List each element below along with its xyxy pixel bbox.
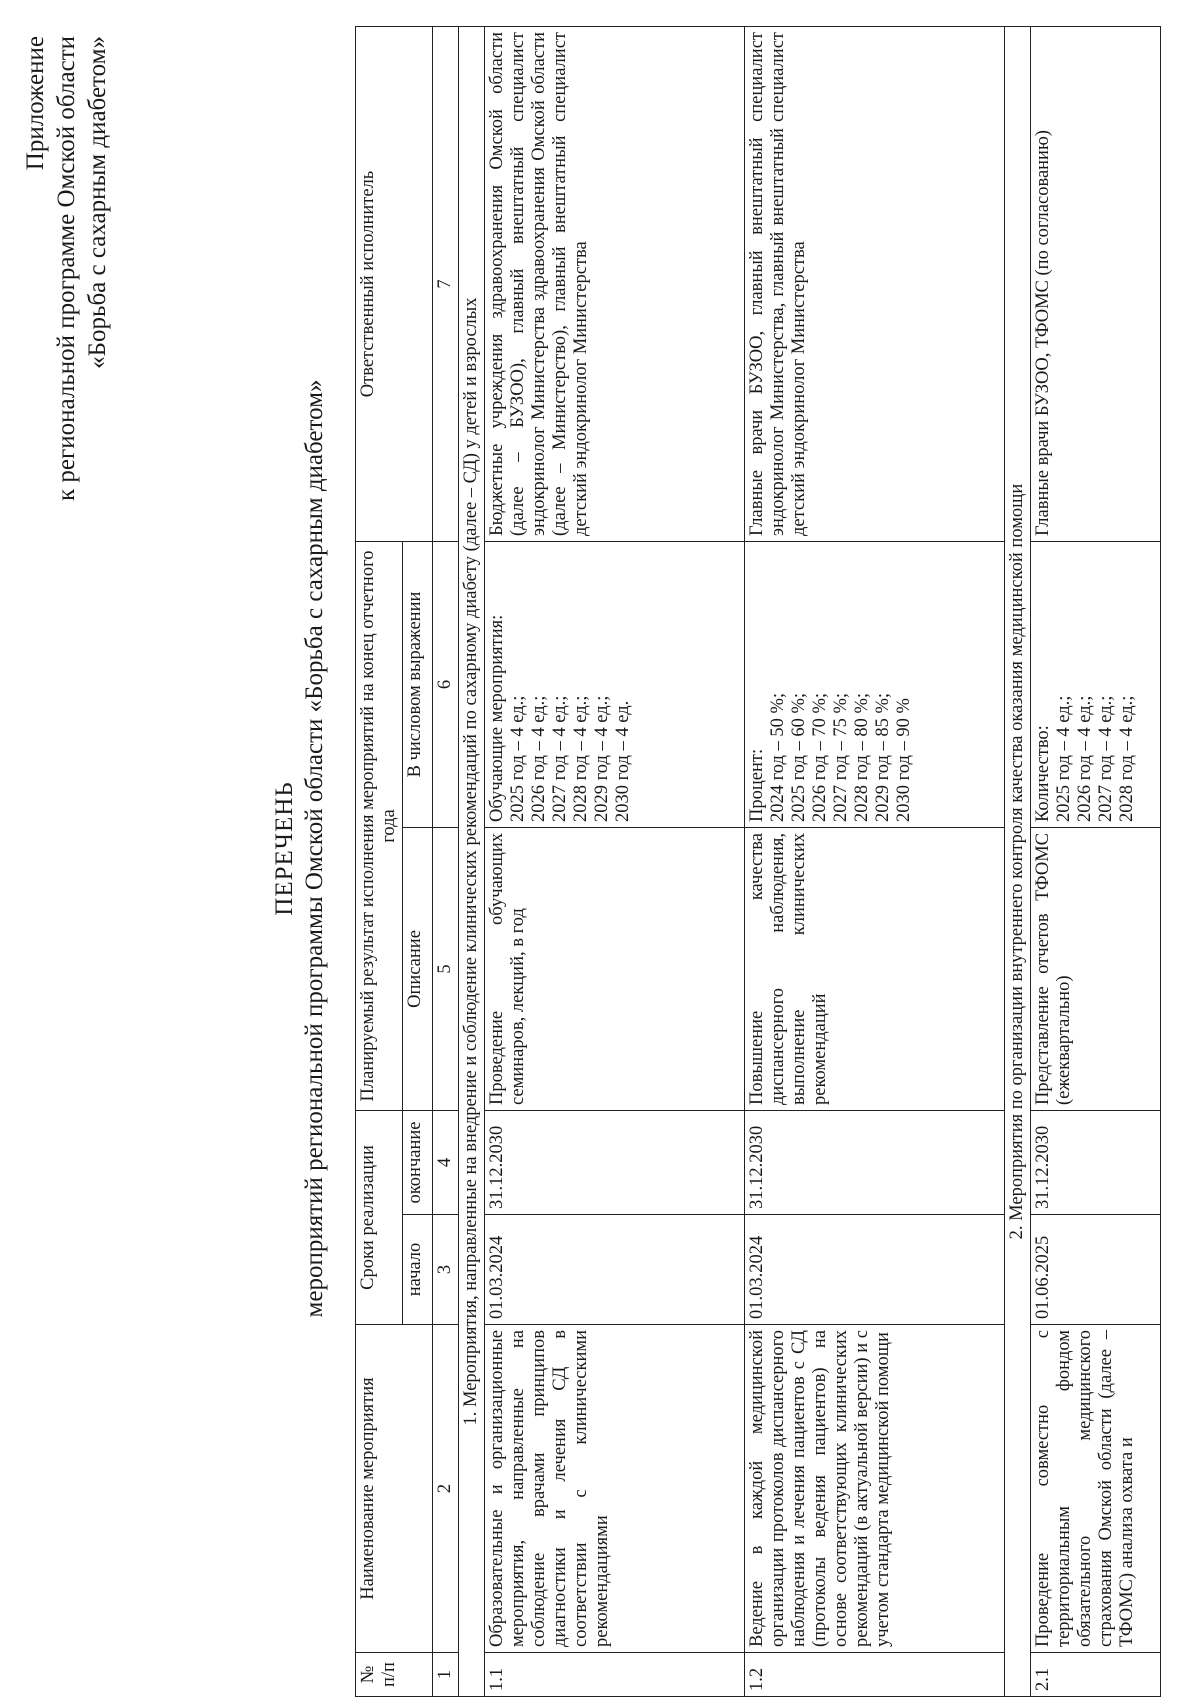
header-description: Описание bbox=[403, 828, 433, 1111]
row-start: 01.03.2024 bbox=[745, 1215, 1005, 1325]
header-name: Наименование мероприятия bbox=[356, 1325, 433, 1653]
section-row bbox=[1005, 27, 1031, 1697]
table-row bbox=[485, 27, 745, 1697]
row-end: 31.12.2030 bbox=[485, 1111, 745, 1215]
column-number: 5 bbox=[433, 828, 459, 1111]
numeric-line: 2025 год – 4 ед.; bbox=[508, 695, 528, 822]
column-number: 7 bbox=[433, 27, 459, 542]
row-start: 01.06.2025 bbox=[1031, 1215, 1161, 1325]
header-num: № п/п bbox=[356, 1653, 433, 1697]
header-result: Планируемый результат исполнения мероприятий на конец отчетного года bbox=[356, 542, 403, 1111]
numeric-line: Процент: bbox=[747, 748, 767, 822]
section-2-title: 2. Мероприятия по организации внутреннего контроля качества оказания медицинской помощи bbox=[1005, 27, 1031, 1697]
numeric-line: 2029 год – 85 %; bbox=[873, 692, 893, 822]
numeric-line: Обучающие мероприятия: bbox=[487, 614, 507, 822]
header-terms: Сроки реализации bbox=[356, 1111, 403, 1325]
column-number: 6 bbox=[433, 542, 459, 828]
numeric-line: 2030 год – 4 ед. bbox=[613, 700, 633, 822]
row-end: 31.12.2030 bbox=[1031, 1111, 1161, 1215]
appendix-line-3: «Борьба с сахарным диабетом» bbox=[84, 36, 111, 369]
section-1-title: 1. Мероприятия, направленные на внедрение и соблюдение клинических рекомендаций по сахарному диабету (далее – СД) у детей и взрослых bbox=[459, 27, 485, 1697]
column-number: 4 bbox=[433, 1111, 459, 1215]
header-numeric: В числовом выражении bbox=[403, 542, 433, 828]
row-end: 31.12.2030 bbox=[745, 1111, 1005, 1215]
numeric-line: 2029 год – 4 ед.; bbox=[592, 695, 612, 822]
numeric-line: 2028 год – 4 ед.; bbox=[1117, 695, 1137, 822]
row-description: Представление отчетов ТФОМС (ежеквартально) bbox=[1031, 828, 1161, 1111]
numeric-line: 2024 год – 50 %; bbox=[768, 692, 788, 822]
column-number: 3 bbox=[433, 1215, 459, 1325]
numeric-line: 2025 год – 4 ед.; bbox=[1054, 695, 1074, 822]
row-num: 2.1 bbox=[1031, 1653, 1161, 1697]
row-numeric bbox=[1031, 542, 1161, 828]
row-name: Проведение совместно с территориальным фондом обязательного медицинского страхования Омской области (далее – ТФОМС) анализа охвата и bbox=[1031, 1325, 1161, 1653]
section-row bbox=[459, 27, 485, 1697]
numeric-line: 2026 год – 70 %; bbox=[810, 692, 830, 822]
row-responsible: Бюджетные учреждения здравоохранения Омской области (далее – БУЗОО), главный внештатный специалист эндокринолог Министерства здравоохранения Омской области (далее – Министерство), главный внештатный специалист детский эндокринолог Министерства bbox=[485, 27, 745, 542]
measures-table bbox=[355, 26, 1161, 1697]
row-numeric bbox=[485, 542, 745, 828]
numeric-line: 2026 год – 4 ед.; bbox=[1075, 695, 1095, 822]
numeric-line: 2028 год – 80 %; bbox=[852, 692, 872, 822]
appendix-line-1: Приложение bbox=[22, 36, 49, 171]
numeric-line: 2027 год – 4 ед.; bbox=[550, 695, 570, 822]
title-heading: ПЕРЕЧЕНЬ bbox=[271, 781, 298, 916]
header-start: начало bbox=[403, 1215, 433, 1325]
header-end: окончание bbox=[403, 1111, 433, 1215]
header-responsible: Ответственный исполнитель bbox=[356, 27, 433, 542]
numeric-line: 2027 год – 75 %; bbox=[831, 692, 851, 822]
column-number-row bbox=[433, 27, 459, 1697]
table-row bbox=[1031, 27, 1161, 1697]
row-num: 1.1 bbox=[485, 1653, 745, 1697]
row-responsible: Главные врачи БУЗОО, главный внештатный специалист эндокринолог Министерства, главный внештатный специалист детский эндокринолог Министерства bbox=[745, 27, 1005, 542]
column-number: 2 bbox=[433, 1325, 459, 1653]
numeric-line: 2030 год – 90 % bbox=[894, 698, 914, 822]
row-numeric bbox=[745, 542, 1005, 828]
row-responsible: Главные врачи БУЗОО, ТФОМС (по согласованию) bbox=[1031, 27, 1161, 542]
numeric-line: 2028 год – 4 ед.; bbox=[571, 695, 591, 822]
row-description: Повышение качества диспансерного наблюдения, выполнение клинических рекомендаций bbox=[745, 828, 1005, 1111]
numeric-line: 2026 год – 4 ед.; bbox=[529, 695, 549, 822]
row-description: Проведение обучающих семинаров, лекций, в год bbox=[485, 828, 745, 1111]
numeric-line: 2027 год – 4 ед.; bbox=[1096, 695, 1116, 822]
appendix-header bbox=[20, 36, 113, 501]
row-name: Ведение в каждой медицинской организации протоколов диспансерного наблюдения и лечения пациентов с СД (протоколы ведения пациентов) на основе соответствующих клинических рекомендаций (в актуальной версии) и с учетом стандарта медицинской помощи bbox=[745, 1325, 1005, 1653]
header-row bbox=[356, 27, 403, 1697]
document-title bbox=[270, 0, 330, 1697]
table-row bbox=[745, 27, 1005, 1697]
row-start: 01.03.2024 bbox=[485, 1215, 745, 1325]
title-subtitle: мероприятий региональной программы Омской области «Борьба с сахарным диабетом» bbox=[301, 379, 328, 1318]
numeric-line: 2025 год – 60 %; bbox=[789, 692, 809, 822]
row-name: Образовательные и организационные мероприятия, направленные на соблюдение врачами принципов диагностики и лечения СД в соответствии с клиническими рекомендациями bbox=[485, 1325, 745, 1653]
numeric-line: Количество: bbox=[1033, 725, 1053, 822]
column-number: 1 bbox=[433, 1653, 459, 1697]
row-num: 1.2 bbox=[745, 1653, 1005, 1697]
appendix-line-2: к региональной программе Омской области bbox=[53, 36, 80, 501]
